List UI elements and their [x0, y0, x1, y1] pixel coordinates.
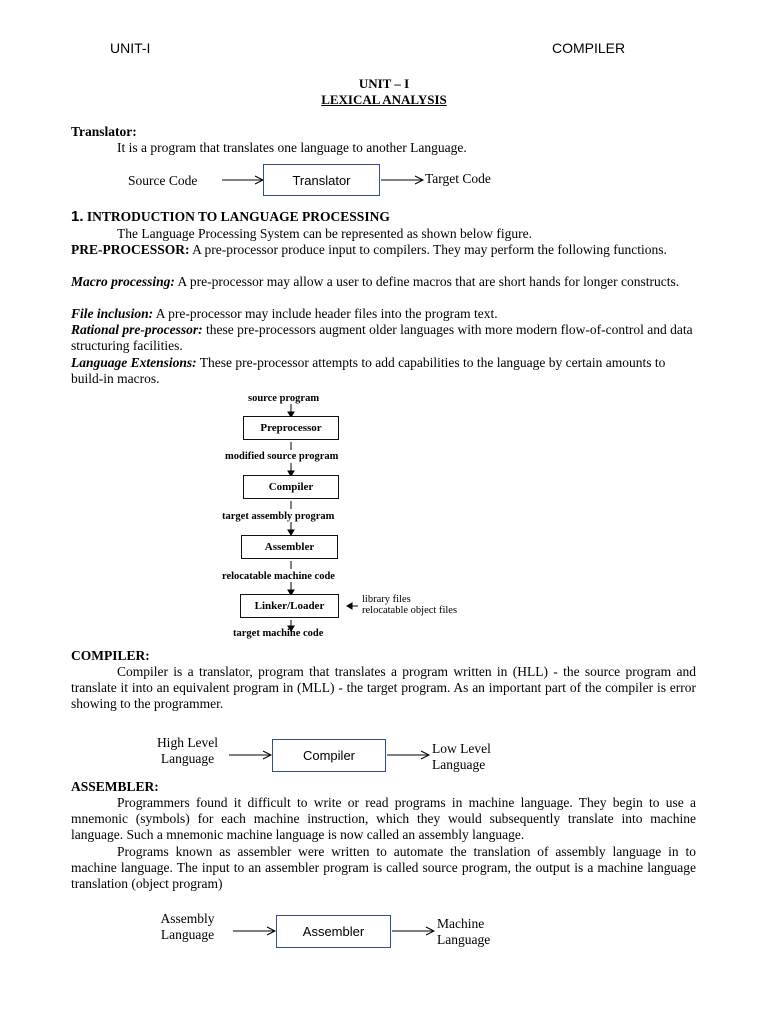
- compiler-output-line2: Language: [432, 757, 486, 772]
- assembler-input-line2: Language: [160, 927, 215, 942]
- compiler-box: Compiler: [272, 739, 386, 772]
- intro-number: 1.: [71, 208, 84, 225]
- page-title-text: LEXICAL ANALYSIS: [321, 92, 447, 107]
- arrow-icon: [232, 923, 278, 939]
- page-title: [0, 92, 768, 108]
- compiler-output-line1: Low Level: [432, 741, 491, 756]
- source-code-label: Source Code: [128, 173, 198, 188]
- assembler-input-line1: Assembly: [160, 911, 215, 926]
- assembler-text-1: Programmers found it difficult to write or read programs in machine language. They begin to use a mnemonic (symbols) for each machine instruction, which they would subsequently translate into machine language. Such a mnemonic machine language is now called an assembly language.: [71, 795, 696, 842]
- header-left: UNIT-I: [110, 40, 151, 56]
- function-term: Language Extensions:: [71, 355, 197, 370]
- assembler-text-2: Programs known as assembler were written to automate the translation of assembly language in to machine language. The input to an assembler program is called source program, the output is a machine language translation (object program): [71, 844, 696, 891]
- function-term: File inclusion:: [71, 306, 154, 321]
- intro-text: The Language Processing System can be represented as shown below figure.: [117, 226, 532, 241]
- compiler-input-line1: High Level: [156, 735, 219, 750]
- function-text: These pre-processor attempts to add capabilities to the language by certain amounts to build-in macros.: [71, 355, 666, 386]
- preprocessor-text: A pre-processor produce input to compilers. They may perform the following functions.: [189, 242, 667, 257]
- function-item: [71, 306, 696, 322]
- compiler-text: Compiler is a translator, program that translates a program written in (HLL) - the source program and translate it into an equivalent program in (MLL) - the target program. As an important part of the compiler is error showing to the programmer.: [71, 664, 696, 711]
- flow-box-assembler: Assembler: [241, 535, 338, 559]
- function-item: [71, 274, 696, 290]
- compiler-heading: COMPILER:: [71, 648, 150, 663]
- arrow-icon: [228, 747, 274, 763]
- flow-label: source program: [248, 393, 320, 404]
- function-text: these pre-processors augment older languages with more modern flow-of-control and data structuring facilities.: [71, 322, 693, 353]
- preprocessor-paragraph: [71, 242, 696, 258]
- function-term: Macro processing:: [71, 274, 175, 289]
- translator-box: Translator: [263, 164, 380, 196]
- intro-heading: [71, 209, 390, 225]
- intro-heading-text: INTRODUCTION TO LANGUAGE PROCESSING: [86, 209, 390, 224]
- translator-heading: Translator:: [71, 124, 137, 139]
- assembler-input-label: [150, 911, 225, 943]
- assembler-heading: ASSEMBLER:: [71, 779, 159, 794]
- function-item: [71, 322, 696, 354]
- compiler-output-label: [432, 741, 491, 773]
- arrow-icon: [380, 172, 426, 188]
- header-right: COMPILER: [552, 40, 626, 56]
- function-text: A pre-processor may allow a user to define macros that are short hands for longer constructs.: [174, 274, 680, 289]
- assembler-box: Assembler: [276, 915, 391, 948]
- compiler-input-line2: Language: [160, 751, 215, 766]
- function-item: [71, 355, 696, 387]
- flow-box-preprocessor: Preprocessor: [243, 416, 339, 440]
- function-term: Rational pre-processor:: [71, 322, 203, 337]
- assembler-output-line1: Machine: [437, 916, 485, 931]
- compiler-input-label: [150, 735, 225, 767]
- preprocessor-heading: PRE-PROCESSOR:: [71, 242, 190, 257]
- flow-label: relocatable machine code: [222, 571, 335, 582]
- unit-title: UNIT – I: [358, 76, 410, 91]
- flow-label: target machine code: [233, 628, 324, 639]
- arrow-icon: [386, 747, 432, 763]
- flow-side-label: library files: [362, 594, 411, 605]
- function-text: A pre-processor may include header files into the program text.: [153, 306, 498, 321]
- flow-box-linker-loader: Linker/Loader: [240, 594, 339, 618]
- arrow-icon: [220, 172, 266, 188]
- assembler-output-line2: Language: [437, 932, 491, 947]
- arrow-icon: [391, 923, 437, 939]
- flow-box-compiler: Compiler: [243, 475, 339, 499]
- flow-label: target assembly program: [222, 511, 335, 522]
- assembler-output-label: [437, 916, 490, 948]
- flow-label: modified source program: [225, 451, 339, 462]
- flow-side-label: relocatable object files: [362, 605, 458, 616]
- translator-text: It is a program that translates one language to another Language.: [117, 140, 467, 155]
- target-code-label: Target Code: [425, 171, 491, 186]
